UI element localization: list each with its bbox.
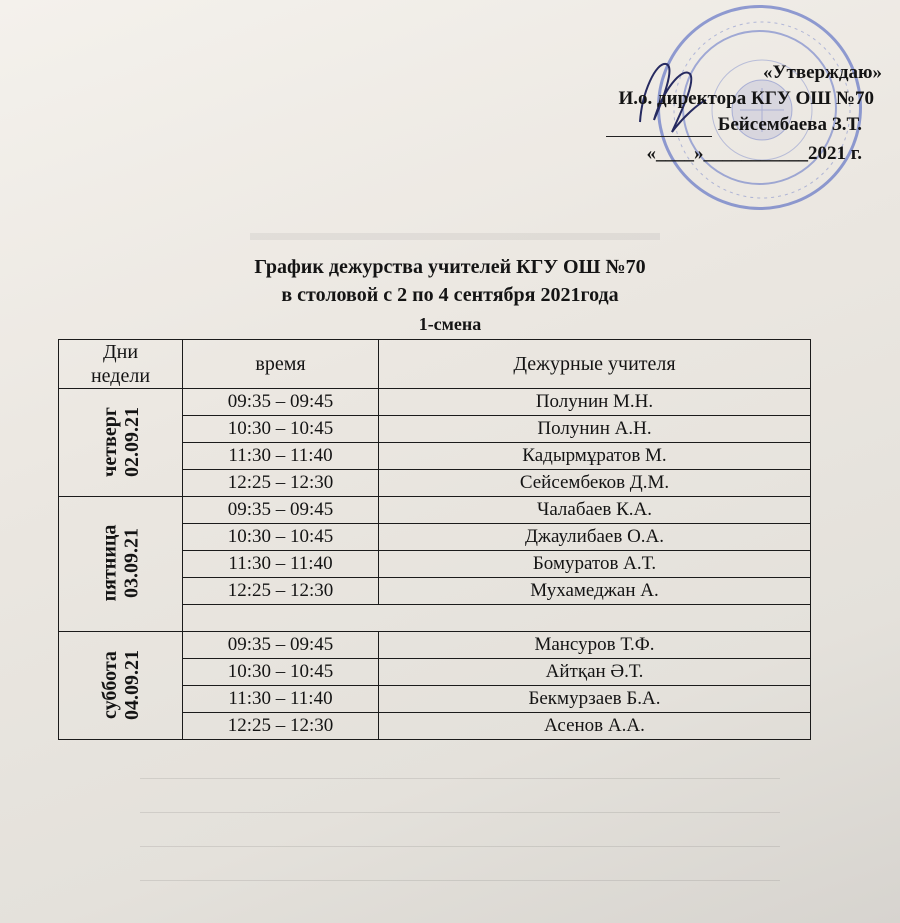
day-name: суббота <box>98 650 121 719</box>
day-label <box>99 650 143 720</box>
teacher-cell: Полунин М.Н. <box>379 389 811 416</box>
bleed-through-marks <box>250 229 670 243</box>
time-cell: 09:35 – 09:45 <box>183 632 379 659</box>
teacher-cell: Мухамеджан А. <box>379 578 811 605</box>
header-days-line1: Дни <box>102 341 139 363</box>
teacher-cell: Кадырмұратов М. <box>379 443 811 470</box>
teacher-cell: Мансуров Т.Ф. <box>379 632 811 659</box>
day-label <box>99 407 143 477</box>
time-cell: 10:30 – 10:45 <box>183 659 379 686</box>
time-cell: 12:25 – 12:30 <box>183 713 379 740</box>
table-row <box>59 497 811 524</box>
header-days <box>59 340 183 389</box>
bleed-through-rule <box>140 778 780 779</box>
header-teachers: Дежурные учителя <box>379 340 811 389</box>
teacher-cell: Бекмурзаев Б.А. <box>379 686 811 713</box>
day-label <box>99 525 143 602</box>
day-name: четверг <box>98 406 121 477</box>
bleed-through-rule <box>140 846 780 847</box>
bleed-through-rule <box>140 812 780 813</box>
day-cell-thursday <box>59 389 183 497</box>
table-row <box>59 389 811 416</box>
teacher-cell: Асенов А.А. <box>379 713 811 740</box>
header-time: время <box>183 340 379 389</box>
time-cell: 12:25 – 12:30 <box>183 578 379 605</box>
day-date: 03.09.21 <box>120 528 143 598</box>
day-name: пятница <box>98 524 121 602</box>
shift-label: 1-смена <box>418 314 482 334</box>
teacher-cell: Чалабаев К.А. <box>379 497 811 524</box>
approval-date-line: «____»___________2021 г. <box>646 143 862 164</box>
time-cell: 10:30 – 10:45 <box>183 416 379 443</box>
day-date: 02.09.21 <box>120 406 143 477</box>
approval-director-name: Бейсембаева З.Т. <box>717 114 862 135</box>
document-subtitle: в столовой с 2 по 4 сентября 2021года <box>281 284 619 306</box>
document-title: График дежурства учителей КГУ ОШ №70 <box>254 256 646 278</box>
empty-cell <box>183 605 811 632</box>
teacher-cell: Сейсембеков Д.М. <box>379 470 811 497</box>
time-cell: 09:35 – 09:45 <box>183 389 379 416</box>
time-cell: 12:25 – 12:30 <box>183 470 379 497</box>
time-cell: 11:30 – 11:40 <box>183 443 379 470</box>
day-date: 04.09.21 <box>120 649 143 720</box>
approval-heading: «Утверждаю» <box>763 62 882 83</box>
table-row <box>59 632 811 659</box>
time-cell: 09:35 – 09:45 <box>183 497 379 524</box>
signature-underline <box>606 136 712 137</box>
day-cell-friday <box>59 497 183 632</box>
table-header-row <box>59 340 811 389</box>
time-cell: 11:30 – 11:40 <box>183 686 379 713</box>
time-cell: 11:30 – 11:40 <box>183 551 379 578</box>
header-days-line2: недели <box>90 365 151 387</box>
teacher-cell: Полунин А.Н. <box>379 416 811 443</box>
duty-schedule-table <box>58 339 811 740</box>
bleed-through-text <box>250 228 670 248</box>
bleed-through-rule <box>140 880 780 881</box>
day-cell-saturday <box>59 632 183 740</box>
teacher-cell: Бомуратов А.Т. <box>379 551 811 578</box>
teacher-cell: Айтқан Ә.Т. <box>379 659 811 686</box>
teacher-cell: Джаулибаев О.А. <box>379 524 811 551</box>
approval-position: И.о. директора КГУ ОШ №70 <box>618 88 874 109</box>
time-cell: 10:30 – 10:45 <box>183 524 379 551</box>
